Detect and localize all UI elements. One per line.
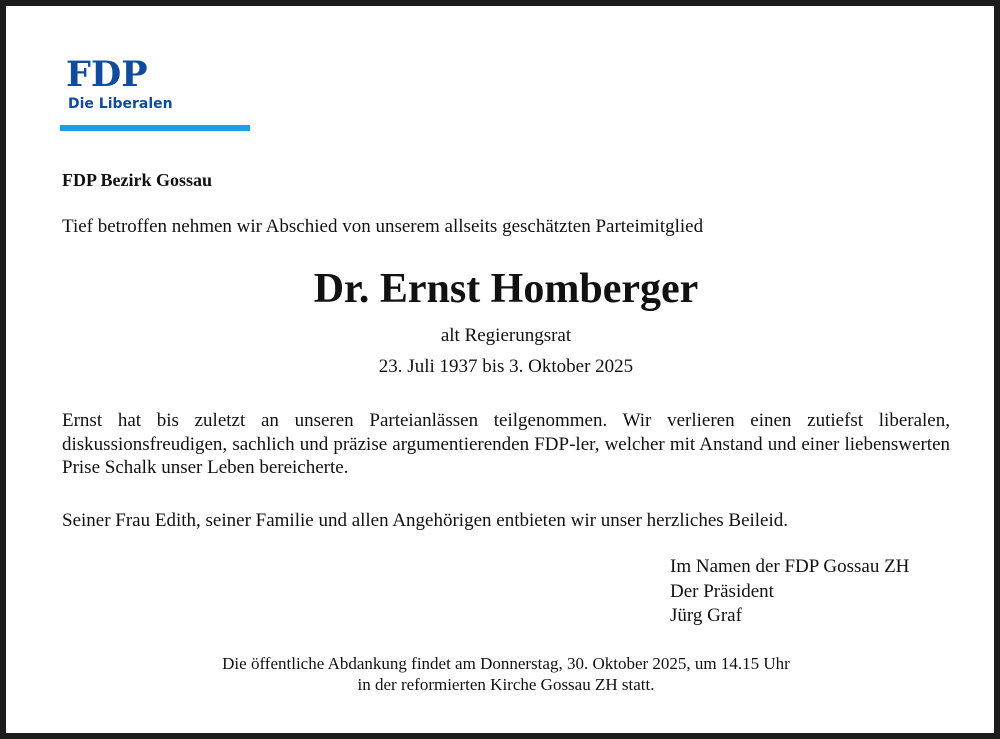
funeral-info	[6, 653, 1000, 695]
funeral-info-line-2: in der reformierten Kirche Gossau ZH statt.	[357, 675, 655, 694]
tribute-paragraph: Ernst hat bis zuletzt an unseren Parteianlässen teilgenommen. Wir verlieren einen zutiefst liberalen, diskussionsfreudigen, sachlich und präzise argumentierenden FDP-ler, welcher mit Anstand und einer liebenswerten Prise Schalk unser Leben bereicherte.	[62, 410, 950, 478]
signature-line-title: Der Präsident	[670, 580, 774, 602]
funeral-info-line-1: Die öffentliche Abdankung findet am Donnerstag, 30. Oktober 2025, um 14.15 Uhr	[222, 654, 790, 673]
organization-heading: FDP Bezirk Gossau	[62, 170, 213, 190]
logo-underline-bar	[60, 125, 250, 131]
deceased-name: Dr. Ernst Homberger	[313, 266, 699, 312]
deceased-role: alt Regierungsrat	[440, 325, 572, 346]
intro-text: Tief betroffen nehmen wir Abschied von unserem allseits geschätzten Parteimitglied	[62, 216, 704, 237]
logo-tagline: Die Liberalen	[68, 96, 173, 112]
deceased-dates: 23. Juli 1937 bis 3. Oktober 2025	[378, 356, 634, 377]
signature-line-org: Im Namen der FDP Gossau ZH	[670, 556, 910, 577]
logo-wordmark: FDP	[66, 54, 148, 95]
signature-block	[670, 555, 970, 629]
fdp-logo	[60, 56, 250, 131]
condolence-paragraph: Seiner Frau Edith, seiner Familie und allen Angehörigen entbieten wir unser herzliches Beileid.	[62, 510, 789, 531]
signature-line-name: Jürg Graf	[670, 605, 742, 626]
